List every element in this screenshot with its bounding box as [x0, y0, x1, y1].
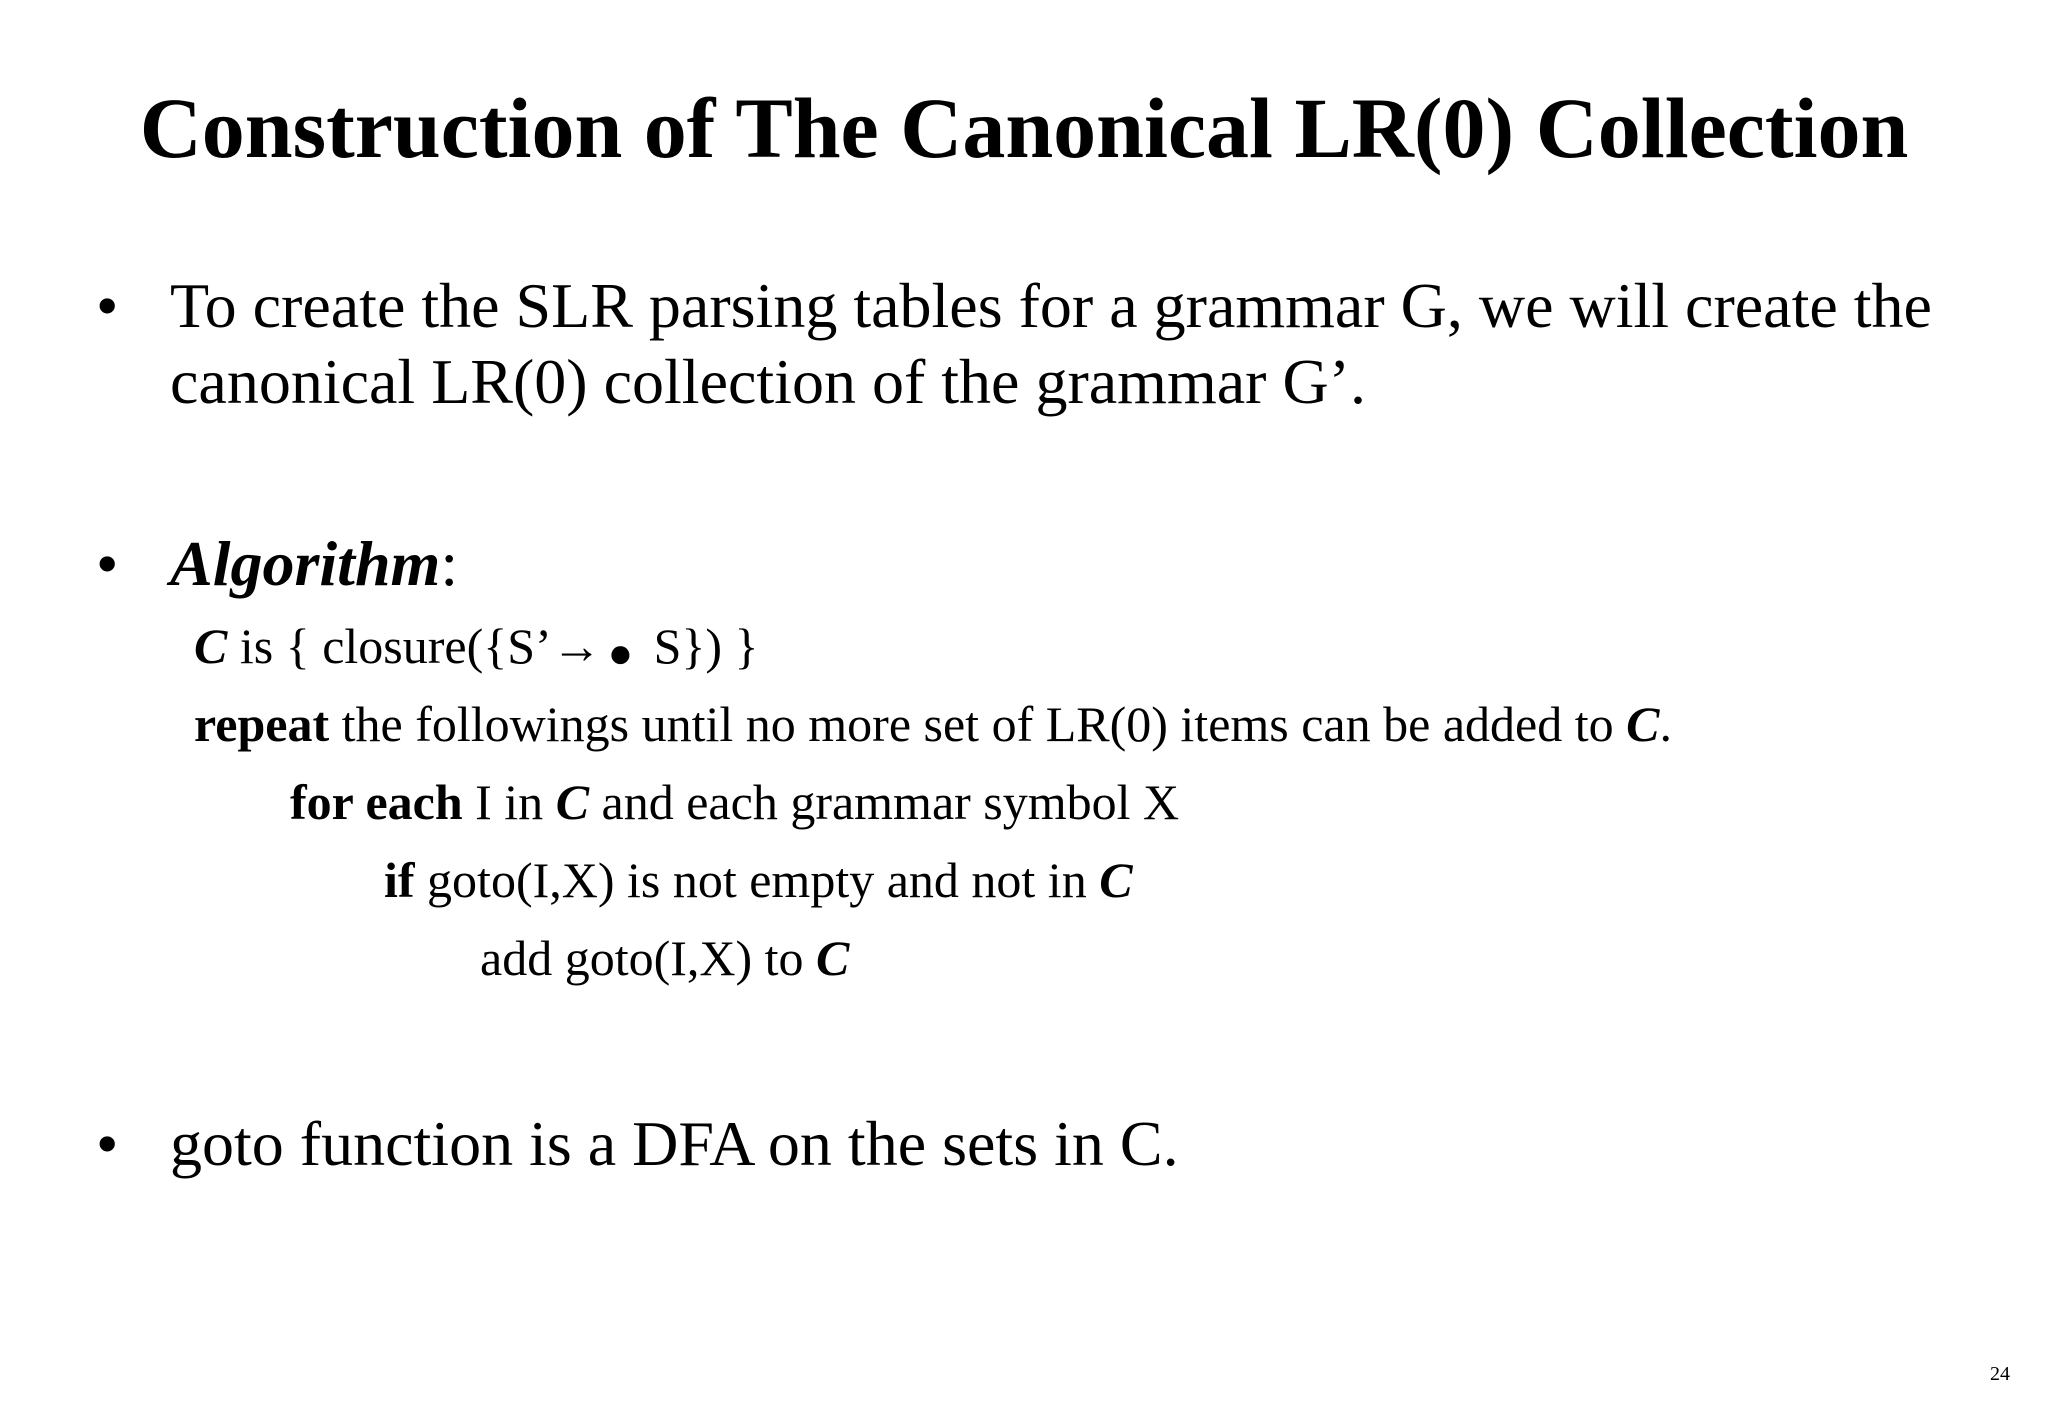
for-each-text: I in [462, 774, 556, 830]
keyword-if: if [384, 852, 415, 908]
algorithm-line-add [480, 928, 849, 988]
add-text: add goto(I,X) to [480, 930, 817, 986]
bullet-dot-icon: • [96, 270, 119, 341]
bullet-body [170, 526, 458, 602]
algorithm-line-if [384, 850, 1133, 910]
arrow-icon: → [551, 618, 602, 674]
bullet-line: To create the SLR parsing tables for a grammar G, we will create the [170, 270, 1932, 341]
set-c: C [1626, 696, 1660, 752]
init-text: is { closure({S’ [227, 618, 552, 674]
init-end: S}) } [641, 618, 759, 674]
algorithm-line-repeat [194, 694, 1672, 754]
set-c: C [816, 930, 850, 986]
bullet-body [170, 268, 1932, 420]
for-each-text-2: and each grammar symbol X [589, 774, 1180, 830]
set-c: C [555, 774, 590, 830]
set-c: C [194, 618, 228, 674]
algorithm-line-init [194, 616, 759, 684]
algorithm-line-for-each [290, 772, 1179, 832]
repeat-end: . [1659, 696, 1672, 752]
keyword-for-each: for each [290, 774, 463, 830]
bullet-dot-icon: • [96, 528, 119, 599]
bullet-dot-icon: • [96, 1108, 119, 1179]
item-dot-icon: ● [607, 631, 634, 677]
algorithm-label: Algorithm [170, 528, 441, 599]
repeat-text: the followings until no more set of LR(0) items can be added to [329, 696, 1627, 752]
bullet-line: canonical LR(0) collection of the grammar G’. [170, 346, 1366, 417]
algorithm-colon: : [440, 528, 459, 599]
page-number: 24 [1990, 1363, 2010, 1385]
bullet-body: goto function is a DFA on the sets in C. [170, 1108, 1179, 1179]
if-text: goto(I,X) is not empty and not in [414, 852, 1100, 908]
set-c: C [1099, 852, 1133, 908]
slide-title: Construction of The Canonical LR(0) Collection [139, 80, 1909, 176]
keyword-repeat: repeat [194, 696, 330, 752]
